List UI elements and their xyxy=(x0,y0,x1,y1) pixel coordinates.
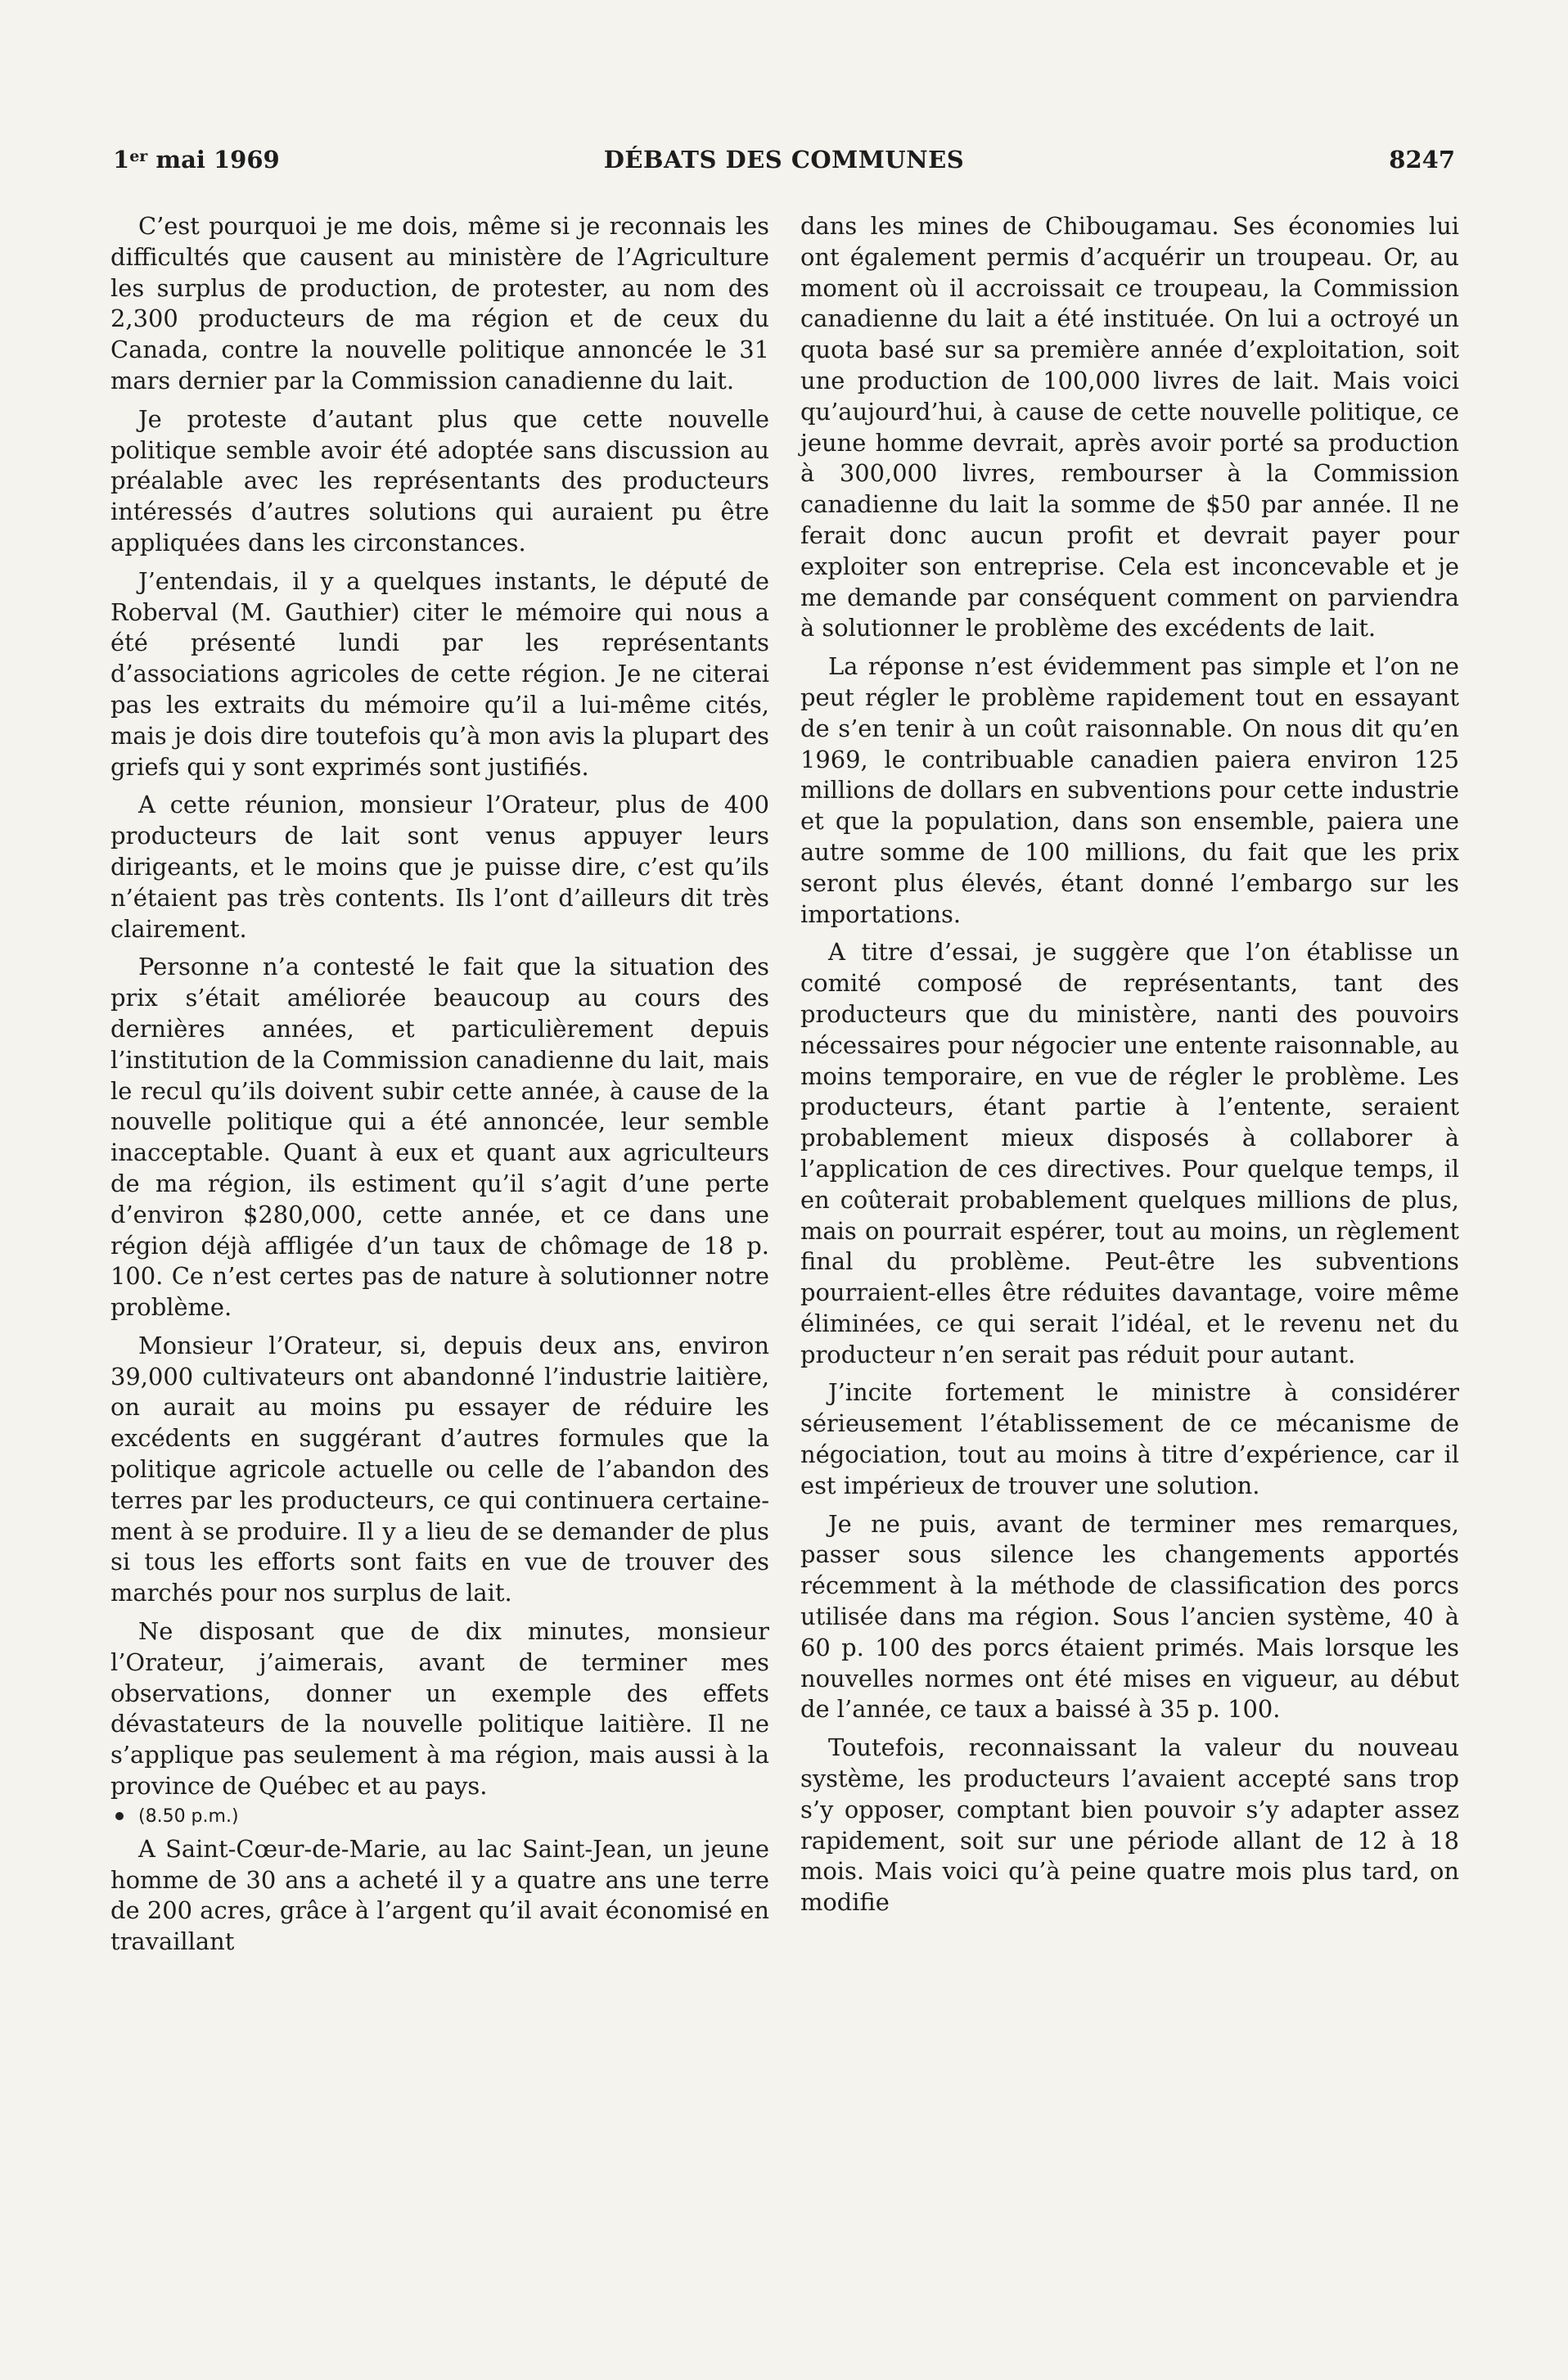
bullet-icon xyxy=(115,1812,124,1820)
timestamp-text: (8.50 p.m.) xyxy=(138,1805,239,1827)
header-date-day: 1 xyxy=(113,146,130,174)
paragraph: A titre d’essai, je suggère que l’on établisse un comité composé de représentants, tant des producteurs que du ministère, nanti des pouvoirs nécessaires pour négocier une entente raisonnable, au moins temporaire, en vue de régler le problème. Les producteurs, étant partie à l’entente, seraient probablement mieux disposés à collaborer à l’application de ces directives. Pour quelque temps, il en coûterait probablement quelques millions de plus, mais on pourrait espérer, tout au moins, un règlement final du problème. Peut-être les subventions pourraient-elles être réduites davantage, voire même éliminées, ce qui serait l’idéal, et le revenu net du producteur n’en serait pas réduit pour autant. xyxy=(800,938,1459,1368)
page-header xyxy=(113,146,1455,187)
paragraph: Je proteste d’autant plus que cette nouvelle politique semble avoir été adoptée sans discussion au préalable avec les représentants des producteurs intéressés d’autres solutions qui auraient pu être appliquées dans les circonstances. xyxy=(110,404,769,557)
timestamp xyxy=(110,1804,769,1830)
header-title: DÉBATS DES COMMUNES xyxy=(603,146,965,174)
left-column xyxy=(110,211,769,1958)
paragraph: Toutefois, reconnaissant la valeur du nouveau système, les producteurs l’avaient accepté sans trop s’y opposer, comptant bien pouvoir s’y adapter assez rapidement, soit sur une période allant de 12 à 18 mois. Mais voici qu’à peine quatre mois plus tard, on modifie xyxy=(800,1733,1459,1917)
paragraph: Ne disposant que de dix minutes, monsieur l’Orateur, j’aimerais, avant de terminer mes observations, donner un exemple des effets dévastateurs de la nouvelle politique laitière. Il ne s’applique pas seulement à ma région, mais aussi à la province de Québec et au pays. xyxy=(110,1617,769,1801)
paragraph: J’incite fortement le ministre à considérer sérieusement l’établissement de ce mécanisme de négociation, tout au moins à titre d’expérience, car il est impérieux de trouver une solution. xyxy=(800,1378,1459,1499)
paragraph: La réponse n’est évidemment pas simple et l’on ne peut régler le problème rapidement tout en essayant de s’en tenir à un coût raisonnable. On nous dit qu’en 1969, le contribuable canadien paiera environ 125 millions de dollars en subventions pour cette industrie et que la population, dans son ensemble, paiera une autre somme de 100 millions, du fait que les prix seront plus élevés, étant donné l’embargo sur les importations. xyxy=(800,652,1459,928)
header-date-rest: mai 1969 xyxy=(147,146,280,174)
paragraph: J’entendais, il y a quelques instants, le député de Roberval (M. Gauthier) citer le mémoire qui nous a été présenté lundi par les représentants d’associations agricoles de cette région. Je ne citerai pas les extraits du mémoire qu’il a lui-même cités, mais je dois dire toutefois qu’à mon avis la plupart des griefs qui y sont exprimés sont justifiés. xyxy=(110,566,769,781)
paragraph: A cette réunion, monsieur l’Orateur, plus de 400 producteurs de lait sont venus appuyer leurs dirigeants, et le moins que je puisse dire, c’est qu’ils n’étaient pas très contents. Ils l’ont d’ailleurs dit très clairement. xyxy=(110,791,769,943)
paragraph: A Saint-Cœur-de-Marie, au lac Saint-Jean, un jeune homme de 30 ans a acheté il y a quatre ans une terre de 200 acres, grâce à l’argent qu’il avait économisé en travaillant xyxy=(110,1834,769,1956)
right-column xyxy=(800,211,1459,1918)
header-page-number: 8247 xyxy=(1389,146,1455,174)
header-date-sup: er xyxy=(129,147,148,165)
paragraph: Personne n’a contesté le fait que la situation des prix s’était améliorée beaucoup au cours des dernières années, et particulièrement depuis l’institution de la Commission canadienne du lait, mais le recul qu’ils doivent subir cette année, à cause de la nouvelle politique qui a été annoncée, leur semble inacceptable. Quant à eux et quant aux agriculteurs de ma région, ils estiment qu’il s’agit d’une perte d’environ $280,000, cette année, et ce dans une région déjà affligée d’un taux de chômage de 18 p. 100. Ce n’est certes pas de nature à solutionner notre problème. xyxy=(110,953,769,1322)
paragraph: Je ne puis, avant de terminer mes remarques, passer sous silence les changements apportés récemment à la méthode de classification des porcs utilisée dans ma région. Sous l’ancien système, 40 à 60 p. 100 des porcs étaient primés. Mais lorsque les nouvelles normes ont été mises en vigueur, au début de l’année, ce taux a baissé à 35 p. 100. xyxy=(800,1509,1459,1724)
paragraph: dans les mines de Chibougamau. Ses économies lui ont également permis d’acquérir un troupeau. Or, au moment où il accroissait ce troupeau, la Commission canadienne du lait a été instituée. On lui a octroyé un quota basé sur sa première année d’exploitation, soit une production de 100,000 livres de lait. Mais voici qu’aujourd’hui, à cause de cette nouvelle politique, ce jeune homme devrait, après avoir porté sa production à 300,000 livres, rembourser à la Commission canadienne du lait la somme de $50 par année. Il ne ferait donc aucun profit et devrait payer pour exploiter son entreprise. Cela est inconcevable et je me demande par conséquent comment on parviendra à solutionner le problème des excédents de lait. xyxy=(800,212,1459,642)
paragraph: Monsieur l’Orateur, si, depuis deux ans, environ 39,000 cultivateurs ont abandonné l’industrie laitière, on aurait au moins pu essayer de réduire les excédents en suggérant d’autres formules que la politique agricole actuelle ou celle de l’abandon des terres par les producteurs, ce qui continuera certainement à se produire. Il y a lieu de se demander de plus si tous les efforts sont faits en vue de trouver des marchés pour nos surplus de lait. xyxy=(110,1331,769,1607)
paragraph: C’est pourquoi je me dois, même si je reconnais les difficultés que causent au ministère de l’Agriculture les surplus de production, de protester, au nom des 2,300 producteurs de ma région et de ceux du Canada, contre la nouvelle politique annoncée le 31 mars dernier par la Commission canadienne du lait. xyxy=(110,212,769,394)
